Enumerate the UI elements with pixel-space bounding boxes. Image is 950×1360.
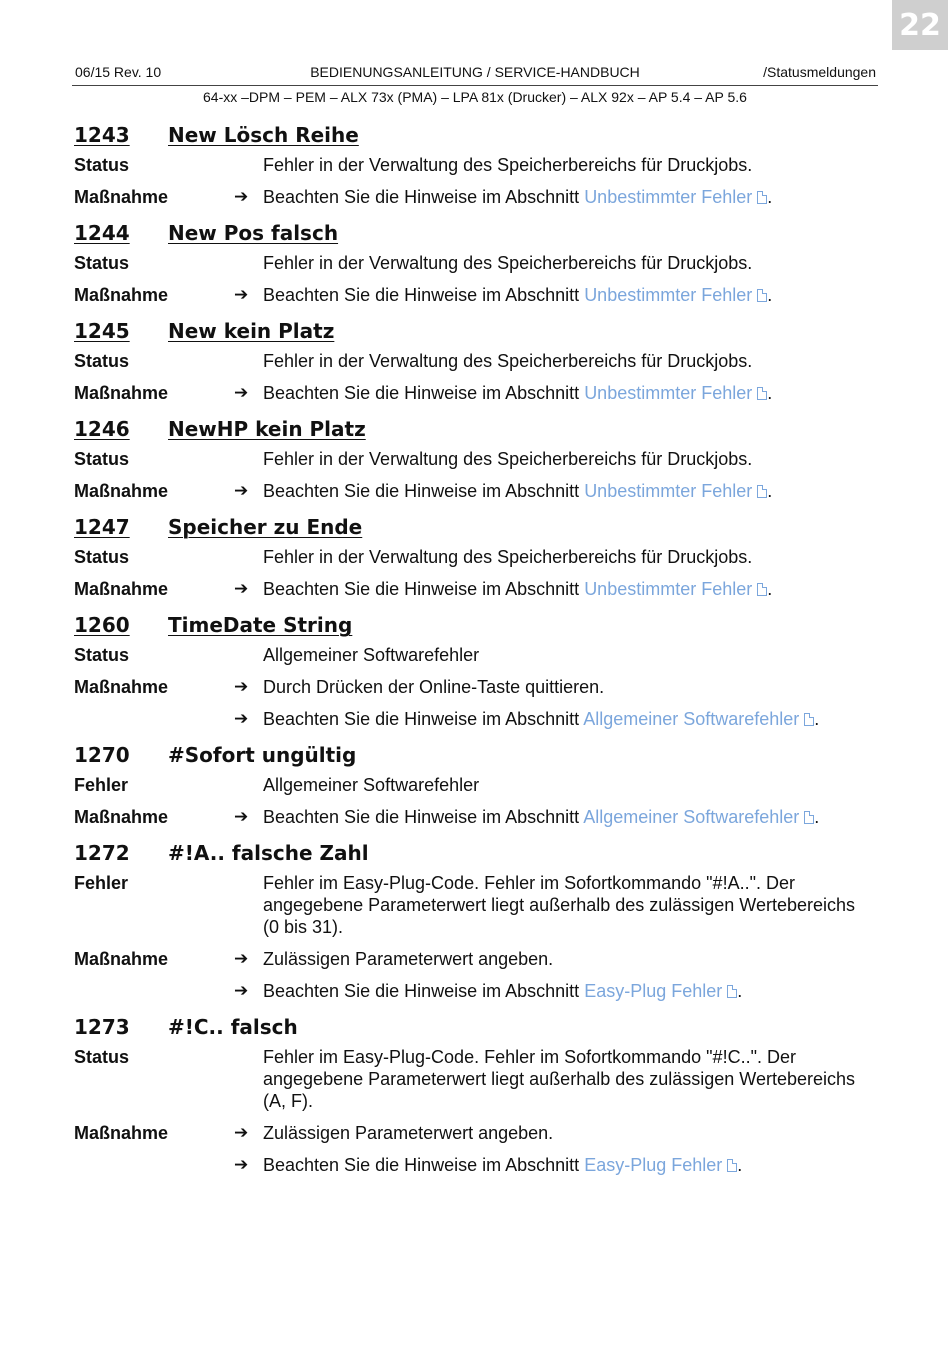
error-section-1270 <box>74 742 874 828</box>
arrow-icon: ➔ <box>234 709 249 728</box>
action-row: Maßnahme ➔ Beachten Sie die Hinweise im Abschnitt Unbestimmter Fehler . <box>74 481 773 501</box>
error-code: 1270 <box>74 743 130 767</box>
action-row <box>74 948 874 970</box>
status-text: Fehler in der Verwaltung des Speicherbereichs für Druckjobs. <box>263 155 753 175</box>
document-icon <box>804 811 814 824</box>
status-label: Status <box>74 1047 130 1067</box>
action-text: Zulässigen Parameterwert angeben. <box>263 1123 554 1143</box>
error-section-1272 <box>74 840 874 1002</box>
link-allgemeiner-softwarefehler[interactable]: Allgemeiner Softwarefehler <box>583 807 814 827</box>
status-row <box>74 1046 874 1112</box>
error-section-1245 <box>74 318 874 404</box>
page-number-badge: 22 <box>892 0 948 50</box>
section-heading <box>74 840 874 866</box>
status-text: Fehler in der Verwaltung des Speicherbereichs für Druckjobs. <box>263 547 753 567</box>
error-title: TimeDate String <box>168 613 353 637</box>
action-label: Maßnahme <box>74 187 169 207</box>
error-code: 1273 <box>74 1015 130 1039</box>
section-heading <box>74 612 874 638</box>
error-section-1273 <box>74 1014 874 1176</box>
document-icon <box>757 191 767 204</box>
status-row <box>74 448 874 470</box>
error-section-1246 <box>74 416 874 502</box>
error-section-1247 <box>74 514 874 600</box>
status-row <box>74 546 874 568</box>
status-row <box>74 350 874 372</box>
error-title: Speicher zu Ende <box>168 515 363 539</box>
error-section-1243 <box>74 122 874 208</box>
page-header <box>72 64 878 105</box>
arrow-icon: ➔ <box>234 187 249 206</box>
arrow-icon: ➔ <box>234 1123 249 1142</box>
error-list <box>74 122 874 1188</box>
header-title: BEDIENUNGSANLEITUNG / SERVICE-HANDBUCH <box>310 64 640 80</box>
document-icon <box>757 583 767 596</box>
section-heading <box>74 1014 874 1040</box>
section-heading <box>74 122 874 148</box>
arrow-icon: ➔ <box>234 949 249 968</box>
error-code: 1246 <box>74 417 130 441</box>
document-icon <box>804 713 814 726</box>
status-label: Status <box>74 155 130 175</box>
status-label: Status <box>74 351 130 371</box>
document-icon <box>727 985 737 998</box>
section-heading <box>74 220 874 246</box>
action-row <box>74 1122 874 1144</box>
action-row: Maßnahme ➔ Beachten Sie die Hinweise im Abschnitt Unbestimmter Fehler . <box>74 579 773 599</box>
section-heading <box>74 318 874 344</box>
action-label: Maßnahme <box>74 579 169 599</box>
arrow-icon: ➔ <box>234 285 249 304</box>
action-row: ➔ Beachten Sie die Hinweise im Abschnitt Allgemeiner Softwarefehler . <box>234 709 820 729</box>
action-label: Maßnahme <box>74 677 169 697</box>
arrow-icon: ➔ <box>234 1155 249 1174</box>
error-text: Allgemeiner Softwarefehler <box>263 775 480 795</box>
action-label: Maßnahme <box>74 383 169 403</box>
error-code: 1244 <box>74 221 130 245</box>
action-label: Maßnahme <box>74 285 169 305</box>
action-row: Maßnahme ➔ Beachten Sie die Hinweise im Abschnitt Allgemeiner Softwarefehler . <box>74 807 820 827</box>
action-label: Maßnahme <box>74 807 169 827</box>
status-text: Allgemeiner Softwarefehler <box>263 645 480 665</box>
error-label: Fehler <box>74 873 129 893</box>
section-heading <box>74 742 874 768</box>
error-title: New Lösch Reihe <box>168 123 359 147</box>
status-text: Fehler in der Verwaltung des Speicherbereichs für Druckjobs. <box>263 351 753 371</box>
status-text: Fehler in der Verwaltung des Speicherbereichs für Druckjobs. <box>263 253 753 273</box>
document-icon <box>757 387 767 400</box>
error-section-1244 <box>74 220 874 306</box>
link-unbestimmter-fehler[interactable]: Unbestimmter Fehler <box>584 579 767 599</box>
link-easy-plug-fehler[interactable]: Easy-Plug Fehler <box>584 981 737 1001</box>
header-rule <box>72 85 878 86</box>
arrow-icon: ➔ <box>234 677 249 696</box>
error-code: 1247 <box>74 515 130 539</box>
link-unbestimmter-fehler[interactable]: Unbestimmter Fehler <box>584 383 767 403</box>
action-row: ➔ Beachten Sie die Hinweise im Abschnitt Easy-Plug Fehler . <box>234 981 743 1001</box>
arrow-icon: ➔ <box>234 579 249 598</box>
link-unbestimmter-fehler[interactable]: Unbestimmter Fehler <box>584 285 767 305</box>
error-title: New kein Platz <box>168 319 335 343</box>
error-title: NewHP kein Platz <box>168 417 366 441</box>
arrow-icon: ➔ <box>234 383 249 402</box>
arrow-icon: ➔ <box>234 481 249 500</box>
action-row: Maßnahme ➔ Beachten Sie die Hinweise im Abschnitt Unbestimmter Fehler . <box>74 187 773 207</box>
error-text: Fehler im Easy-Plug-Code. Fehler im Sofortkommando "#!A..". Der angegebene Parameterwert liegt außerhalb des zulässigen Wertebereichs (0 bis 31). <box>263 873 856 937</box>
error-code: 1243 <box>74 123 130 147</box>
error-title: #!A.. falsche Zahl <box>168 841 369 865</box>
error-code: 1272 <box>74 841 130 865</box>
error-title: #!C.. falsch <box>168 1015 298 1039</box>
document-icon <box>757 289 767 302</box>
status-row <box>74 644 874 666</box>
action-text: Zulässigen Parameterwert angeben. <box>263 949 554 969</box>
status-label: Status <box>74 645 130 665</box>
section-heading <box>74 514 874 540</box>
error-title: #Sofort ungültig <box>168 743 357 767</box>
action-label: Maßnahme <box>74 481 169 501</box>
error-label: Fehler <box>74 775 129 795</box>
error-row <box>74 872 874 938</box>
action-label: Maßnahme <box>74 1123 169 1143</box>
arrow-icon: ➔ <box>234 807 249 826</box>
document-icon <box>757 485 767 498</box>
error-section-1260 <box>74 612 874 730</box>
action-row: Maßnahme ➔ Beachten Sie die Hinweise im Abschnitt Unbestimmter Fehler . <box>74 383 773 403</box>
action-row: ➔ Beachten Sie die Hinweise im Abschnitt Easy-Plug Fehler . <box>234 1155 743 1175</box>
action-text: Durch Drücken der Online-Taste quittieren. <box>263 677 605 697</box>
status-label: Status <box>74 547 130 567</box>
document-icon <box>727 1159 737 1172</box>
header-models: 64-xx –DPM – PEM – ALX 73x (PMA) – LPA 81x (Drucker) – ALX 92x – AP 5.4 – AP 5.6 <box>203 89 747 105</box>
action-label: Maßnahme <box>74 949 169 969</box>
status-text: Fehler in der Verwaltung des Speicherbereichs für Druckjobs. <box>263 449 753 469</box>
error-row <box>74 774 874 796</box>
link-allgemeiner-softwarefehler[interactable]: Allgemeiner Softwarefehler <box>583 709 814 729</box>
status-text: Fehler im Easy-Plug-Code. Fehler im Sofortkommando "#!C..". Der angegebene Parameterwert liegt außerhalb des zulässigen Wertebereichs (A, F). <box>263 1047 856 1111</box>
status-label: Status <box>74 449 130 469</box>
header-revision: 06/15 Rev. 10 <box>75 64 162 80</box>
action-row <box>74 676 874 698</box>
link-easy-plug-fehler[interactable]: Easy-Plug Fehler <box>584 1155 737 1175</box>
status-row <box>74 154 874 176</box>
error-code: 1260 <box>74 613 130 637</box>
section-heading <box>74 416 874 442</box>
error-title: New Pos falsch <box>168 221 339 245</box>
arrow-icon: ➔ <box>234 981 249 1000</box>
link-unbestimmter-fehler[interactable]: Unbestimmter Fehler <box>584 187 767 207</box>
status-row <box>74 252 874 274</box>
header-chapter: /Statusmeldungen <box>763 64 876 80</box>
link-unbestimmter-fehler[interactable]: Unbestimmter Fehler <box>584 481 767 501</box>
action-row: Maßnahme ➔ Beachten Sie die Hinweise im Abschnitt Unbestimmter Fehler . <box>74 285 773 305</box>
error-code: 1245 <box>74 319 130 343</box>
status-label: Status <box>74 253 130 273</box>
